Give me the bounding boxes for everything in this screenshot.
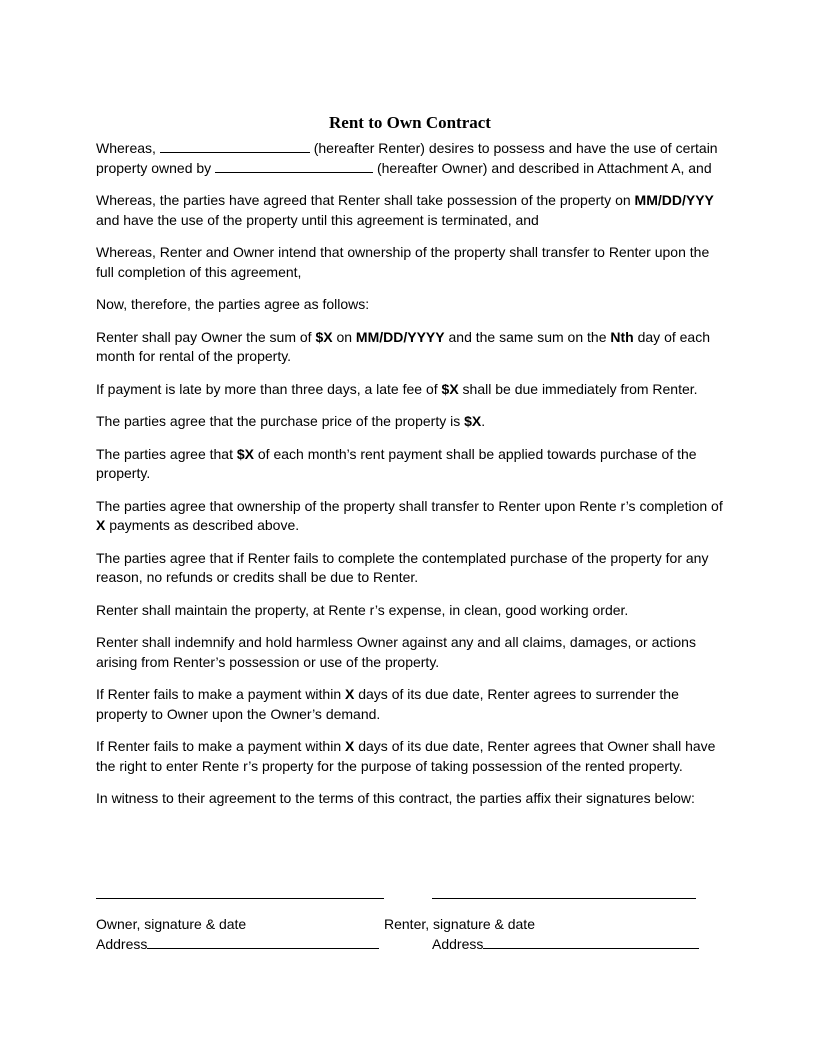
payment-count: X <box>96 517 106 533</box>
rent-day: Nth <box>610 328 634 345</box>
owner-name-blank[interactable] <box>215 159 373 173</box>
text: days of its due date, Renter agrees to surrender the property to Owner upon the Owner’s demand. <box>96 686 679 722</box>
text: (hereafter Owner) and described in Attachment A, and <box>376 159 712 176</box>
text: . <box>481 413 486 429</box>
rent-start-date: MM/DD/YYYY <box>355 328 445 345</box>
renter-signature-block <box>384 915 699 954</box>
text: payments as described above. <box>109 517 300 533</box>
renter-signature-label: Renter, signature & date <box>384 916 535 932</box>
paragraph-surrender <box>96 685 724 724</box>
rent-credit-amount: $X <box>236 445 254 462</box>
paragraph-maintenance: Renter shall maintain the property, at Rente r’s expense, in clean, good working order. <box>96 601 629 618</box>
text: and the same sum on the <box>448 328 607 345</box>
paragraph-rent-credit <box>96 445 724 484</box>
text: on <box>336 328 353 345</box>
text: Renter shall pay Owner the sum of <box>96 328 312 345</box>
text: day of each month for rental of the property. <box>96 328 710 364</box>
paragraph-whereas-1 <box>96 139 724 178</box>
text: If Renter fails to make a payment within <box>96 738 342 754</box>
paragraph-rent-payment <box>96 328 724 367</box>
paragraph-whereas-2 <box>96 191 724 230</box>
text: The parties agree that <box>96 445 233 462</box>
owner-address-label: Address <box>96 935 148 952</box>
paragraph-in-witness: In witness to their agreement to the terms of this contract, the parties affix their signatures below: <box>96 790 695 806</box>
text: days of its due date, Renter agrees that Owner shall have the right to enter Rente r’s property for the purpose of taking possession of the rented property. <box>96 738 716 774</box>
paragraph-now-therefore: Now, therefore, the parties agree as follows: <box>96 296 370 312</box>
text: If payment is late by more than three days, a late fee of <box>96 380 438 397</box>
renter-signature-line[interactable] <box>432 898 696 899</box>
enter-days: X <box>345 738 355 754</box>
possession-date: MM/DD/YYY <box>634 192 714 208</box>
owner-signature-line[interactable] <box>96 898 384 899</box>
owner-signature-label: Owner, signature & date <box>96 916 247 932</box>
text: shall be due immediately from Renter. <box>462 380 698 397</box>
rent-amount: $X <box>315 328 333 345</box>
text: (hereafter Renter) desires to possess and have the use of certain property owned by <box>96 140 718 176</box>
paragraph-right-to-enter <box>96 737 724 776</box>
paragraph-purchase-price <box>96 412 724 432</box>
paragraph-indemnify: Renter shall indemnify and hold harmless Owner against any and all claims, damages, or actions arising from Renter’s possession or use of the property. <box>96 634 696 670</box>
text: If Renter fails to make a payment within <box>96 686 342 702</box>
renter-address-label: Address <box>432 935 484 952</box>
owner-address-line[interactable] <box>147 935 379 949</box>
paragraph-ownership-transfer <box>96 497 724 536</box>
renter-address-row <box>384 935 699 955</box>
text: Whereas, <box>96 140 156 156</box>
text: The parties agree that ownership of the property shall transfer to Renter upon Rente r’s completion of <box>96 497 723 514</box>
document-title: Rent to Own Contract <box>329 113 491 132</box>
late-fee-amount: $X <box>441 380 459 397</box>
text: The parties agree that the purchase price of the property is <box>96 413 461 429</box>
text: and have the use of the property until this agreement is terminated, and <box>96 211 539 228</box>
paragraph-late-fee <box>96 380 724 400</box>
owner-signature-block <box>96 915 379 954</box>
signature-lines <box>96 898 724 900</box>
paragraph-whereas-3: Whereas, Renter and Owner intend that ownership of the property shall transfer to Renter upon the full completion of this agreement, <box>96 244 710 280</box>
purchase-price-amount: $X <box>464 413 482 429</box>
renter-address-line[interactable] <box>483 935 699 949</box>
owner-address-row <box>96 935 379 955</box>
document-page <box>96 112 724 952</box>
text: Whereas, the parties have agreed that Renter shall take possession of the property on <box>96 192 631 208</box>
surrender-days: X <box>345 686 355 702</box>
paragraph-no-refunds: The parties agree that if Renter fails to complete the contemplated purchase of the property for any reason, no refunds or credits shall be due to Renter. <box>96 549 709 585</box>
text: of each month’s rent payment shall be applied towards purchase of the property. <box>96 445 697 481</box>
renter-name-blank[interactable] <box>160 139 310 153</box>
